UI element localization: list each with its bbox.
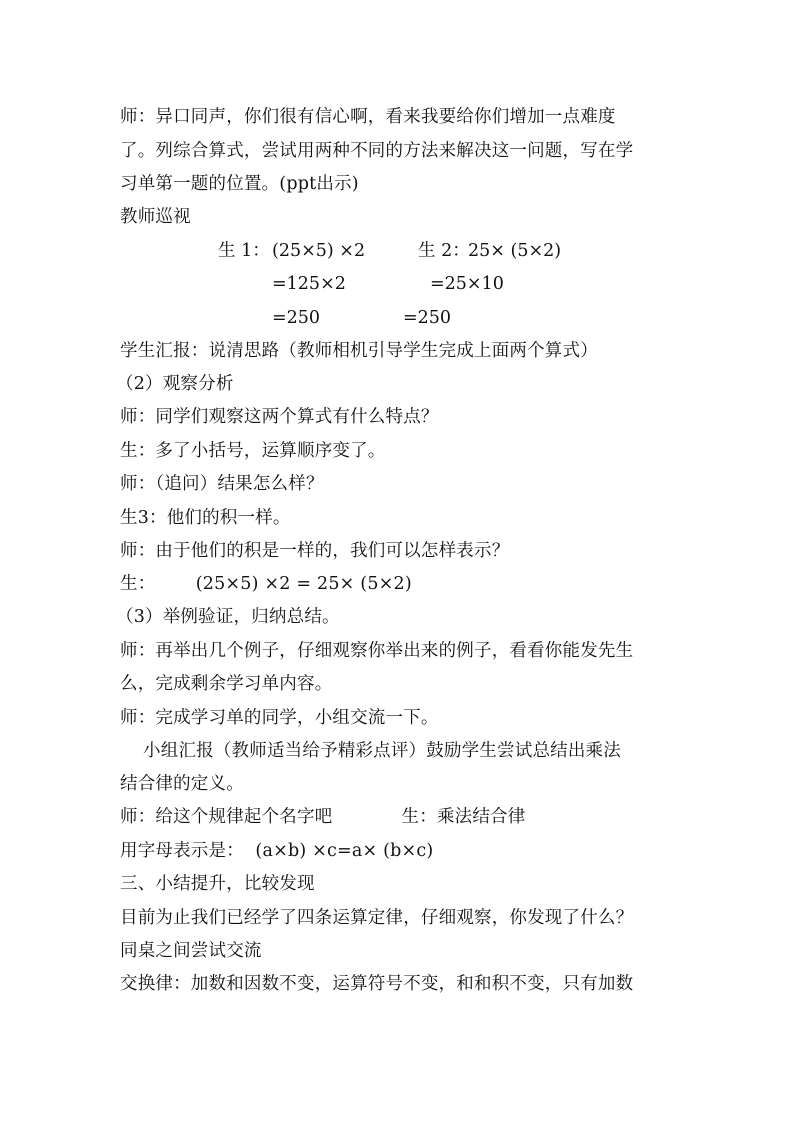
text-line: 师：异口同声，你们很有信心啊，看来我要给你们增加一点难度	[120, 107, 616, 127]
student1-expression: (25×5) ×2	[272, 241, 366, 261]
student1-step2: =250	[272, 308, 321, 328]
text-line: 学生汇报：说清思路（教师相机引导学生完成上面两个算式）	[120, 341, 598, 361]
text-line: 教师巡视	[120, 207, 191, 227]
student2-step2: =250	[403, 308, 452, 328]
text-line: 生：多了小括号，运算顺序变了。	[120, 441, 386, 461]
student2-step1: =25×10	[430, 274, 504, 294]
section-heading: （2）观察分析	[116, 374, 234, 394]
text-line: 么，完成剩余学习单内容。	[120, 674, 333, 694]
text-line: 师：完成学习单的同学，小组交流一下。	[120, 708, 439, 728]
student2-expression: 25× (5×2)	[468, 241, 562, 261]
text-line: 用字母表示是： (a×b) ×c=a× (b×c)	[120, 841, 434, 861]
text-line: 同桌之间尝试交流	[120, 941, 262, 961]
text-line: 生： (25×5) ×2 = 25× (5×2)	[120, 574, 412, 594]
text-line: 生3：他们的积一样。	[120, 508, 291, 528]
student1-step1: =125×2	[272, 274, 346, 294]
student1-label: 生 1：	[218, 241, 270, 261]
text-line: 师：由于他们的积是一样的，我们可以怎样表示？	[120, 541, 510, 561]
section-heading: 三、小结提升，比较发现	[120, 874, 315, 894]
text-line: 交换律：加数和因数不变，运算符号不变，和和积不变，只有加数	[120, 974, 634, 994]
student2-label: 生 2：	[418, 241, 470, 261]
section-heading: （3）举例验证，归纳总结。	[116, 607, 340, 627]
text-line: 结合律的定义。	[120, 774, 244, 794]
text-line: 师：给这个规律起个名字吧 生：乘法结合律	[120, 807, 526, 827]
text-line: 师：同学们观察这两个算式有什么特点？	[120, 407, 439, 427]
text-line: 小组汇报（教师适当给予精彩点评）鼓励学生尝试总结出乘法	[120, 741, 621, 761]
text-line: 目前为止我们已经学了四条运算定律，仔细观察，你发现了什么？	[120, 908, 634, 928]
text-line: 习单第一题的位置。(ppt出示)	[120, 174, 359, 194]
text-line: 了。列综合算式，尝试用两种不同的方法来解决这一问题，写在学	[120, 141, 634, 161]
text-line: 师：再举出几个例子，仔细观察你举出来的例子，看看你能发先生	[120, 641, 634, 661]
text-line: 师：（追问）结果怎么样？	[120, 474, 324, 494]
